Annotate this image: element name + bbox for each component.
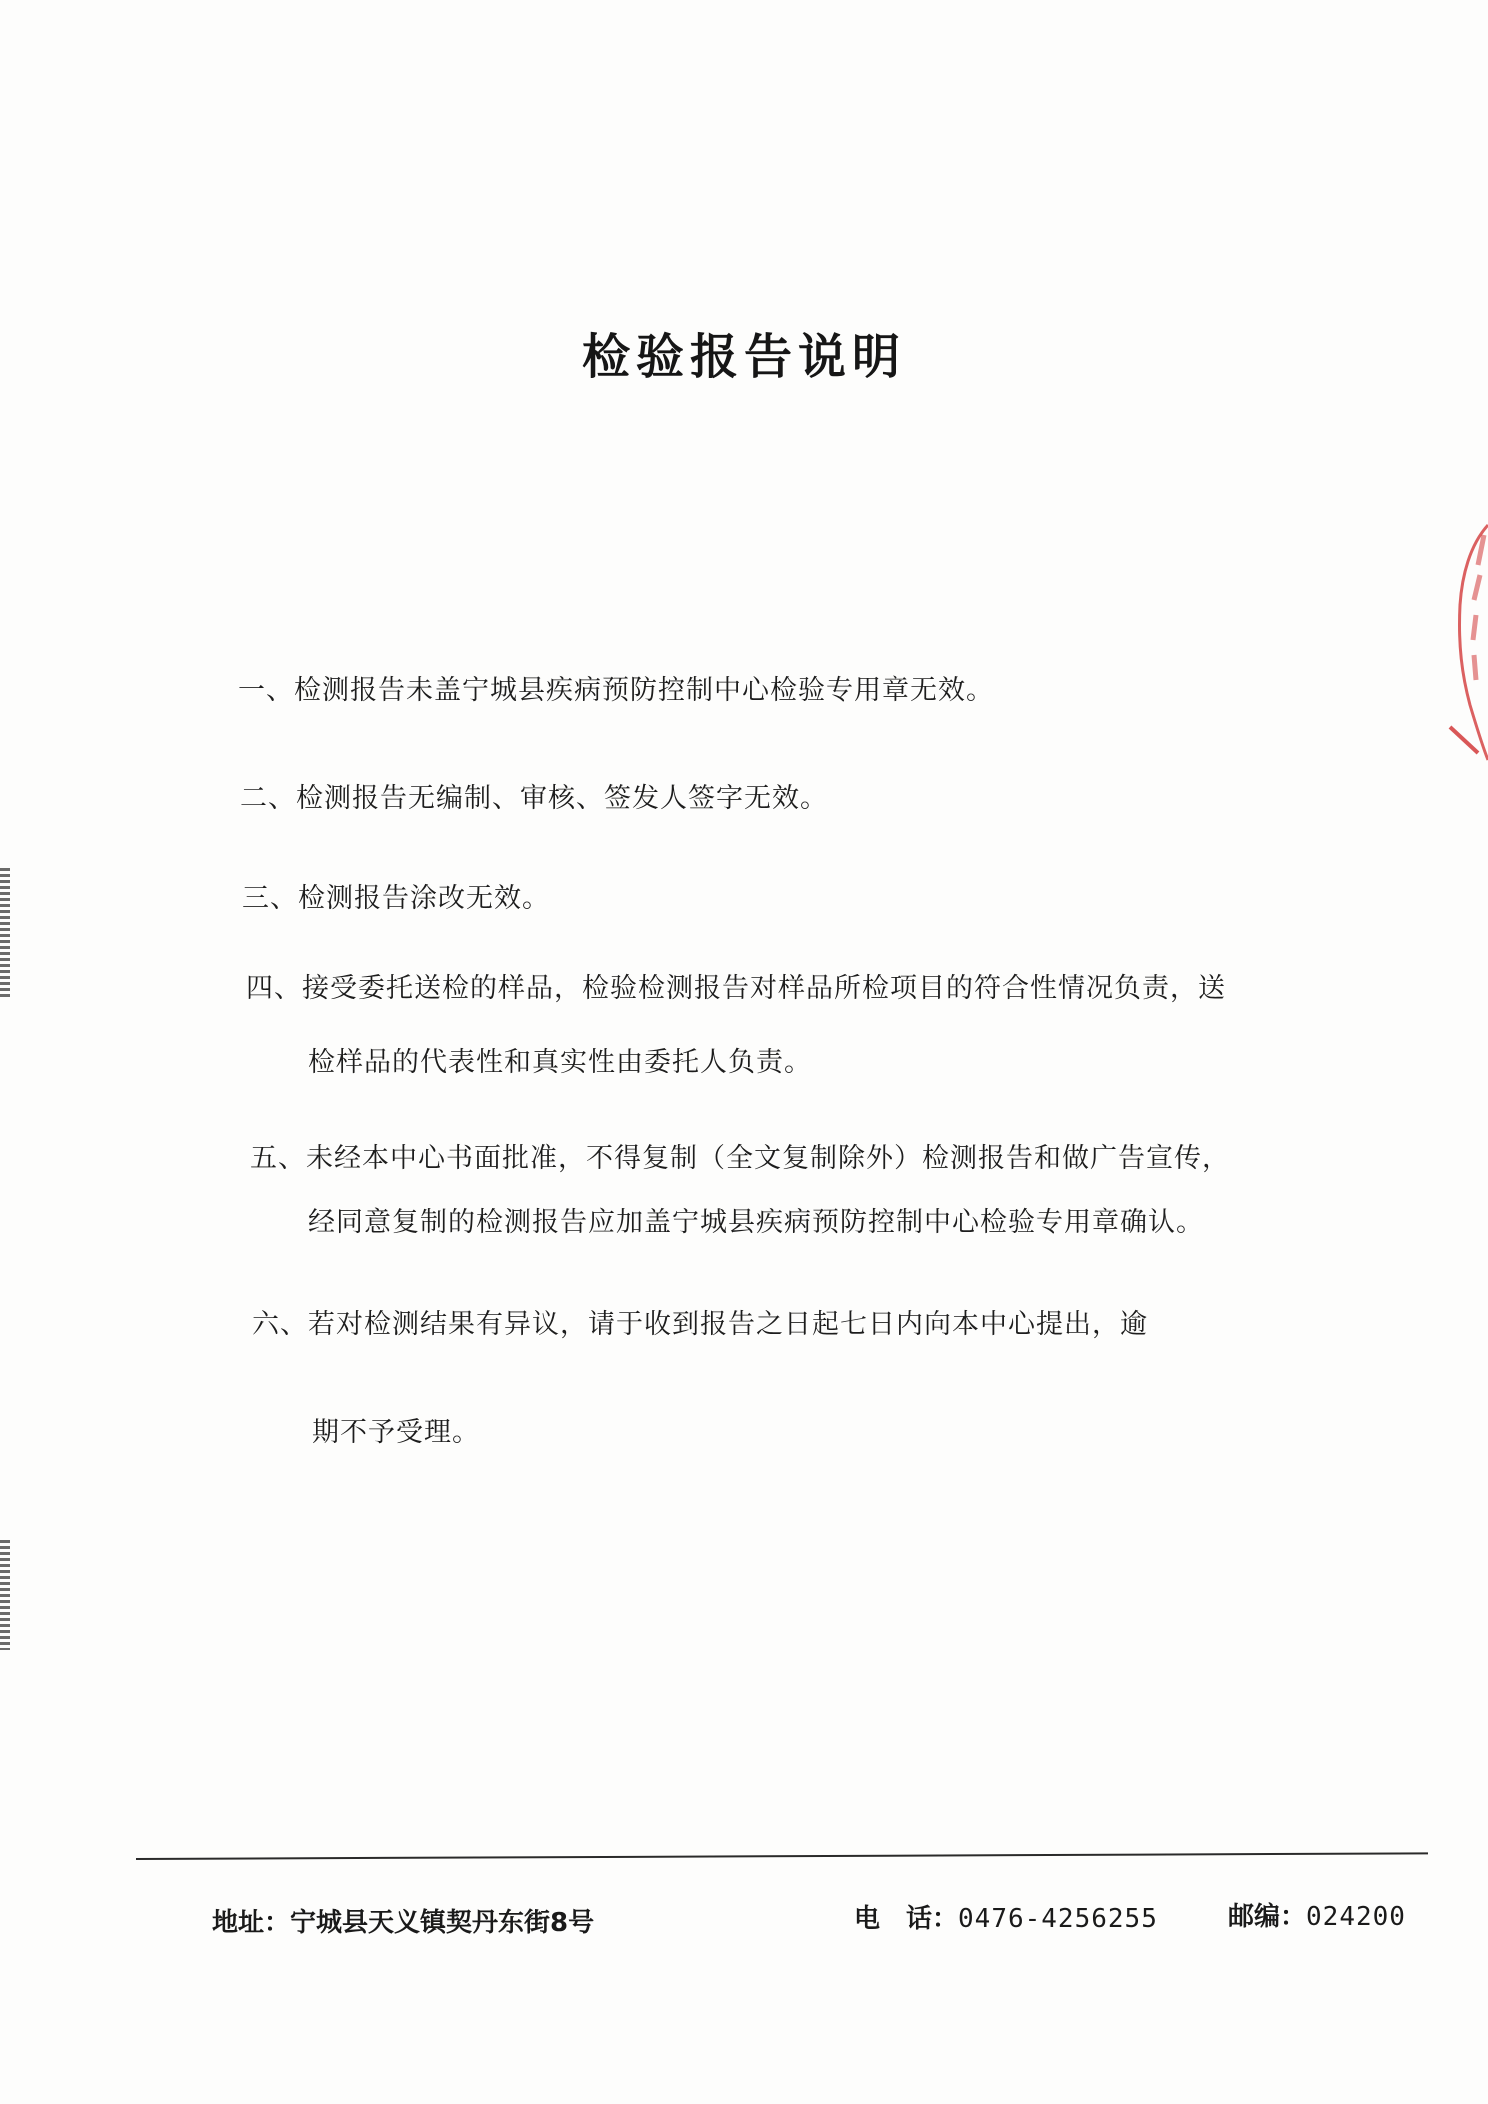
zip-label: 邮编：	[1228, 1902, 1307, 1932]
item-text: 检测报告未盖宁城县疾病预防控制中心检验专用章无效。	[294, 675, 994, 706]
footer-zip	[1228, 1896, 1406, 1933]
phone-value: 0476-4256255	[958, 1904, 1158, 1934]
address-value: 宁城县天义镇契丹东街8号	[290, 1908, 595, 1938]
item-text: 检测报告涂改无效。	[298, 883, 550, 914]
item-3	[242, 876, 550, 915]
item-number: 五、	[250, 1143, 306, 1174]
item-text: 接受委托送检的样品，检验检测报告对样品所检项目的符合性情况负责，送	[302, 973, 1226, 1004]
item-6-continuation: 期不予受理。	[312, 1417, 480, 1448]
page-title: 检验报告说明	[581, 329, 906, 385]
footer-divider	[136, 1852, 1428, 1860]
scan-binding-mark	[0, 868, 10, 998]
footer-address	[212, 1902, 594, 1939]
scan-binding-mark	[0, 1540, 10, 1650]
item-5	[250, 1136, 1230, 1175]
item-4-continuation: 检样品的代表性和真实性由委托人负责。	[308, 1047, 812, 1078]
item-number: 二、	[240, 783, 296, 814]
item-1	[238, 668, 994, 707]
item-number: 六、	[252, 1309, 308, 1340]
item-text: 未经本中心书面批准，不得复制（全文复制除外）检测报告和做广告宣传，	[306, 1143, 1230, 1174]
item-number: 一、	[238, 675, 294, 706]
zip-value: 024200	[1306, 1902, 1406, 1932]
item-2	[240, 776, 828, 815]
seal-stamp-fragment	[1440, 505, 1488, 765]
item-4	[246, 966, 1226, 1005]
item-text: 检测报告无编制、审核、签发人签字无效。	[296, 783, 828, 814]
item-number: 三、	[242, 883, 298, 914]
item-5-continuation: 经同意复制的检测报告应加盖宁城县疾病预防控制中心检验专用章确认。	[308, 1207, 1204, 1238]
phone-label: 电 话：	[854, 1904, 959, 1934]
item-text: 若对检测结果有异议，请于收到报告之日起七日内向本中心提出，逾	[308, 1309, 1148, 1340]
item-6	[252, 1302, 1148, 1341]
item-number: 四、	[246, 973, 302, 1004]
footer-phone	[854, 1898, 1158, 1935]
address-label: 地址：	[212, 1908, 291, 1938]
